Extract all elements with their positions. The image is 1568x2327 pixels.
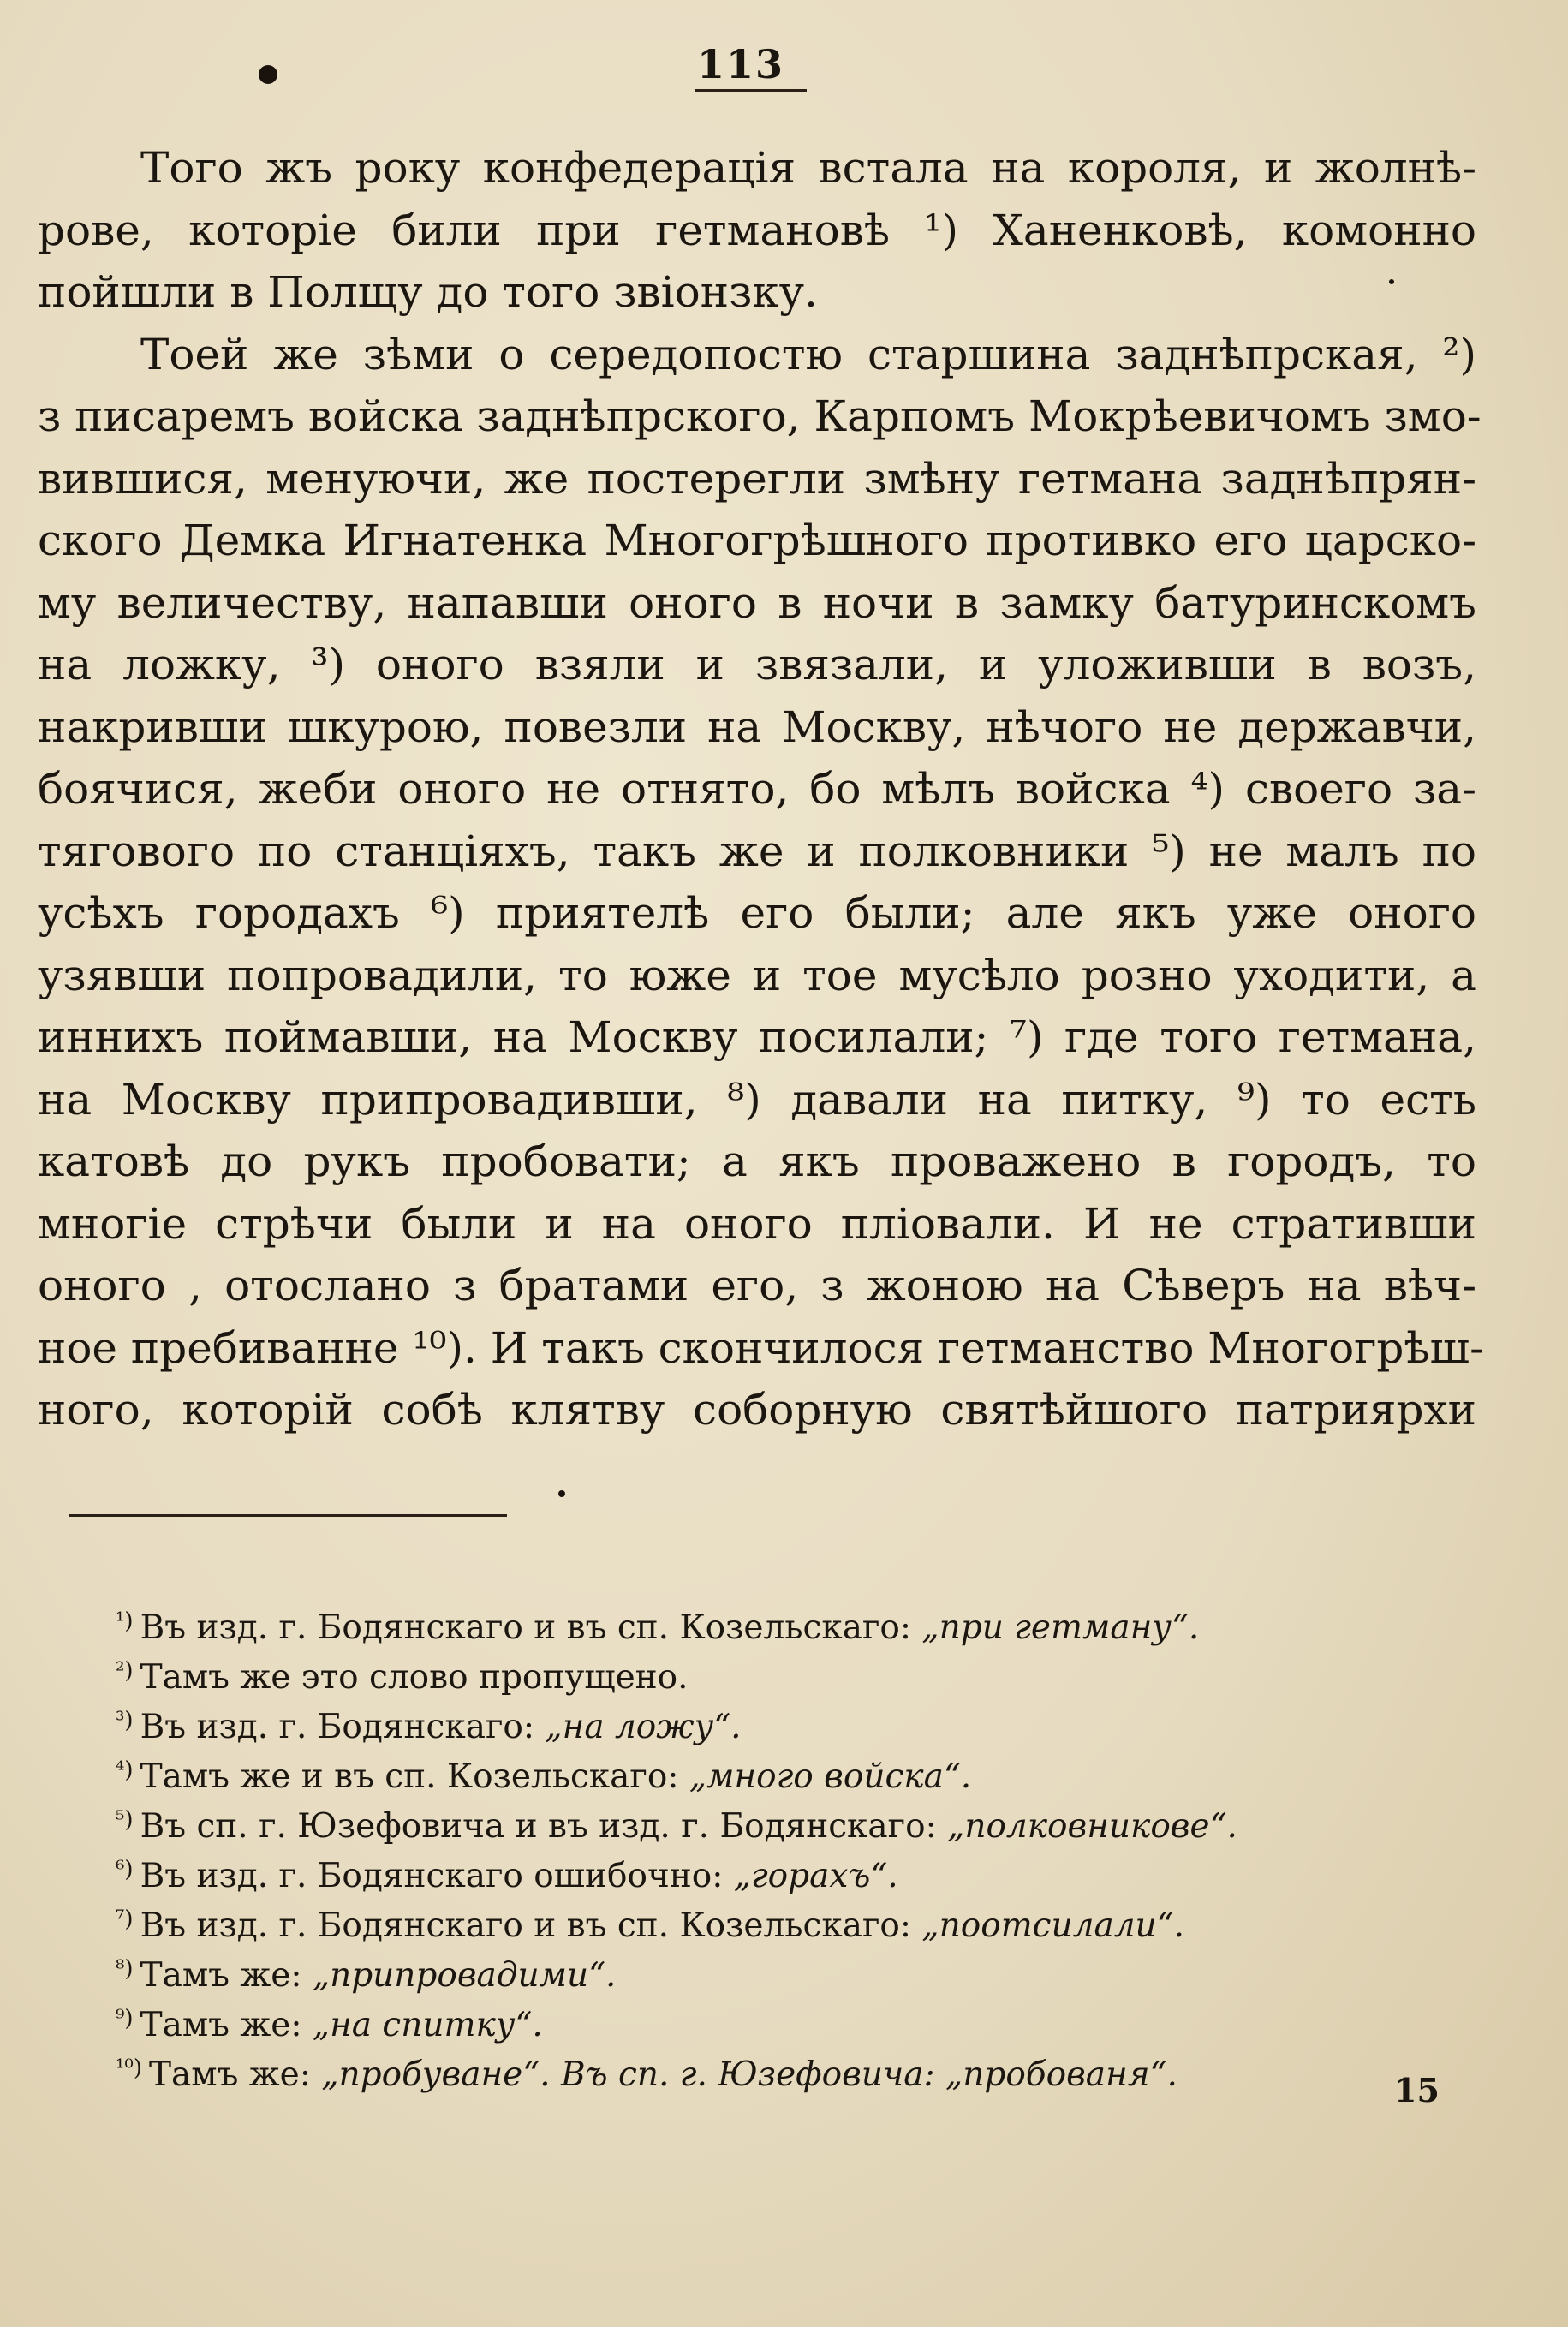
body-line: рове, которіе били при гетмановѣ ¹) Ханенковѣ, комонно bbox=[38, 205, 1476, 255]
signature-mark: 15 bbox=[1394, 2071, 1440, 2109]
footnote-separator bbox=[69, 1514, 507, 1517]
footnote-marker: ⁵) bbox=[116, 1807, 134, 1833]
body-line: тягового по станціяхъ, такъ же и полковники ⁵) не малъ по bbox=[38, 826, 1476, 876]
body-text bbox=[38, 137, 1484, 1441]
footnote bbox=[116, 1802, 1417, 1852]
body-line: з писаремъ войска заднѣпрского, Карпомъ Мокрѣевичомъ змо- bbox=[38, 391, 1482, 441]
body-line: иннихъ поймавши, на Москву посилали; ⁷) где того гетмана, bbox=[38, 1012, 1476, 1062]
footnote bbox=[116, 2050, 1417, 2100]
body-line: многіе стрѣчи были и на оного пліовали. И не стративши bbox=[38, 1198, 1476, 1249]
body-line: усѣхъ городахъ ⁶) приятелѣ его были; але якъ уже оного bbox=[38, 888, 1476, 938]
footnote bbox=[116, 2001, 1417, 2050]
footnote-quote: „припровадими“. bbox=[312, 1956, 617, 1995]
footnote bbox=[116, 1752, 1417, 1802]
body-line: ского Демка Игнатенка Многогрѣшного противко его царско- bbox=[38, 516, 1476, 565]
footnote-text: Тамъ же: bbox=[140, 2006, 313, 2044]
body-line: узявши попровадили, то юже и тое мусѣло розно уходити, а bbox=[38, 950, 1476, 1000]
footnote-marker: ⁹) bbox=[116, 2006, 134, 2032]
footnote-marker: ²) bbox=[116, 1658, 134, 1684]
footnote bbox=[116, 1703, 1417, 1752]
footnote-text: Тамъ же: bbox=[140, 1956, 313, 1995]
footnote-text: Въ изд. г. Бодянскаго и въ сп. Козельскаго: bbox=[140, 1608, 922, 1647]
footnote-text: Въ изд. г. Бодянскаго ошибочно: bbox=[140, 1857, 734, 1895]
footnote bbox=[116, 1901, 1417, 1951]
footnote-marker: ¹⁰) bbox=[116, 2056, 142, 2081]
footnotes bbox=[116, 1603, 1417, 2100]
body-line: вившися, менуючи, же постерегли змѣну гетмана заднѣпрян- bbox=[38, 453, 1476, 504]
body-line: на ложку, ³) оного взяли и звязали, и уложивши в возъ, bbox=[38, 640, 1476, 689]
ink-blot bbox=[259, 65, 277, 84]
footnote-text: Въ изд. г. Бодянскаго: bbox=[140, 1708, 546, 1746]
body-line: катовѣ до рукъ пробовати; а якъ проважено в городъ, то bbox=[38, 1137, 1476, 1186]
body-line: Того жъ року конфедерація встала на короля, и жолнѣ- bbox=[140, 143, 1476, 193]
footnote-text: Въ изд. г. Бодянскаго и въ сп. Козельскаго: bbox=[140, 1906, 922, 1945]
footnote-marker: ⁶) bbox=[116, 1857, 134, 1882]
footnote-quote: „на спитку“. bbox=[312, 2006, 543, 2044]
body-line: оного , отослано з братами его, з жоною на Сѣверъ на вѣч- bbox=[38, 1261, 1476, 1310]
body-line: Тоей же зѣми о середопостю старшина заднѣпрская, ²) bbox=[140, 329, 1476, 379]
footnote-quote: „поотсилали“. bbox=[921, 1906, 1184, 1945]
footnote bbox=[116, 1603, 1417, 1653]
footnote-quote: „горахъ“. bbox=[733, 1857, 898, 1895]
body-line: накривши шкурою, повезли на Москву, нѣчого не державчи, bbox=[38, 701, 1476, 752]
footnote bbox=[116, 1852, 1417, 1901]
footnote-text: Тамъ же это слово пропущено. bbox=[140, 1658, 689, 1697]
page-number-rule bbox=[695, 89, 807, 92]
body-line: пойшли в Полщу до того звіонзку. bbox=[38, 267, 818, 317]
footnote-marker: ¹) bbox=[116, 1608, 134, 1634]
body-line: ного, которій собѣ клятву соборную святѣйшого патриярхи bbox=[38, 1385, 1476, 1435]
footnote-marker: ⁴) bbox=[116, 1757, 134, 1783]
footnote-quote: „на ложу“. bbox=[545, 1708, 742, 1746]
footnote bbox=[116, 1951, 1417, 2001]
footnote bbox=[116, 1653, 1417, 1703]
footnote-quote: „полковникове“. bbox=[947, 1807, 1237, 1846]
footnote-text: Тамъ же и въ сп. Козельскаго: bbox=[140, 1757, 689, 1796]
body-line: на Москву припровадивши, ⁸) давали на питку, ⁹) то есть bbox=[38, 1074, 1476, 1125]
footnote-quote: „много войска“. bbox=[689, 1757, 972, 1796]
footnote-marker: ³) bbox=[116, 1708, 134, 1733]
footnote-quote: „пробуване“. Въ сп. г. Юзефовича: „пробованя“. bbox=[321, 2056, 1177, 2094]
body-line: му величеству, напавши оного в ночи в замку батуринскомъ bbox=[38, 577, 1476, 628]
footnote-marker: ⁷) bbox=[116, 1906, 134, 1932]
footnote-marker: ⁸) bbox=[116, 1956, 134, 1982]
body-line: боячися, жеби оного не отнято, бо мѣлъ войска ⁴) своего за- bbox=[38, 764, 1476, 814]
page-number: 113 bbox=[696, 41, 785, 87]
footnote-text: Въ сп. г. Юзефовича и въ изд. г. Бодянскаго: bbox=[140, 1807, 948, 1846]
ink-speck bbox=[558, 1490, 565, 1497]
footnote-quote: „при гетману“. bbox=[921, 1608, 1200, 1647]
body-line: ное пребиванне ¹⁰). И такъ скончилося гетманство Многогрѣш- bbox=[38, 1322, 1484, 1373]
footnote-text: Тамъ же: bbox=[149, 2056, 322, 2094]
